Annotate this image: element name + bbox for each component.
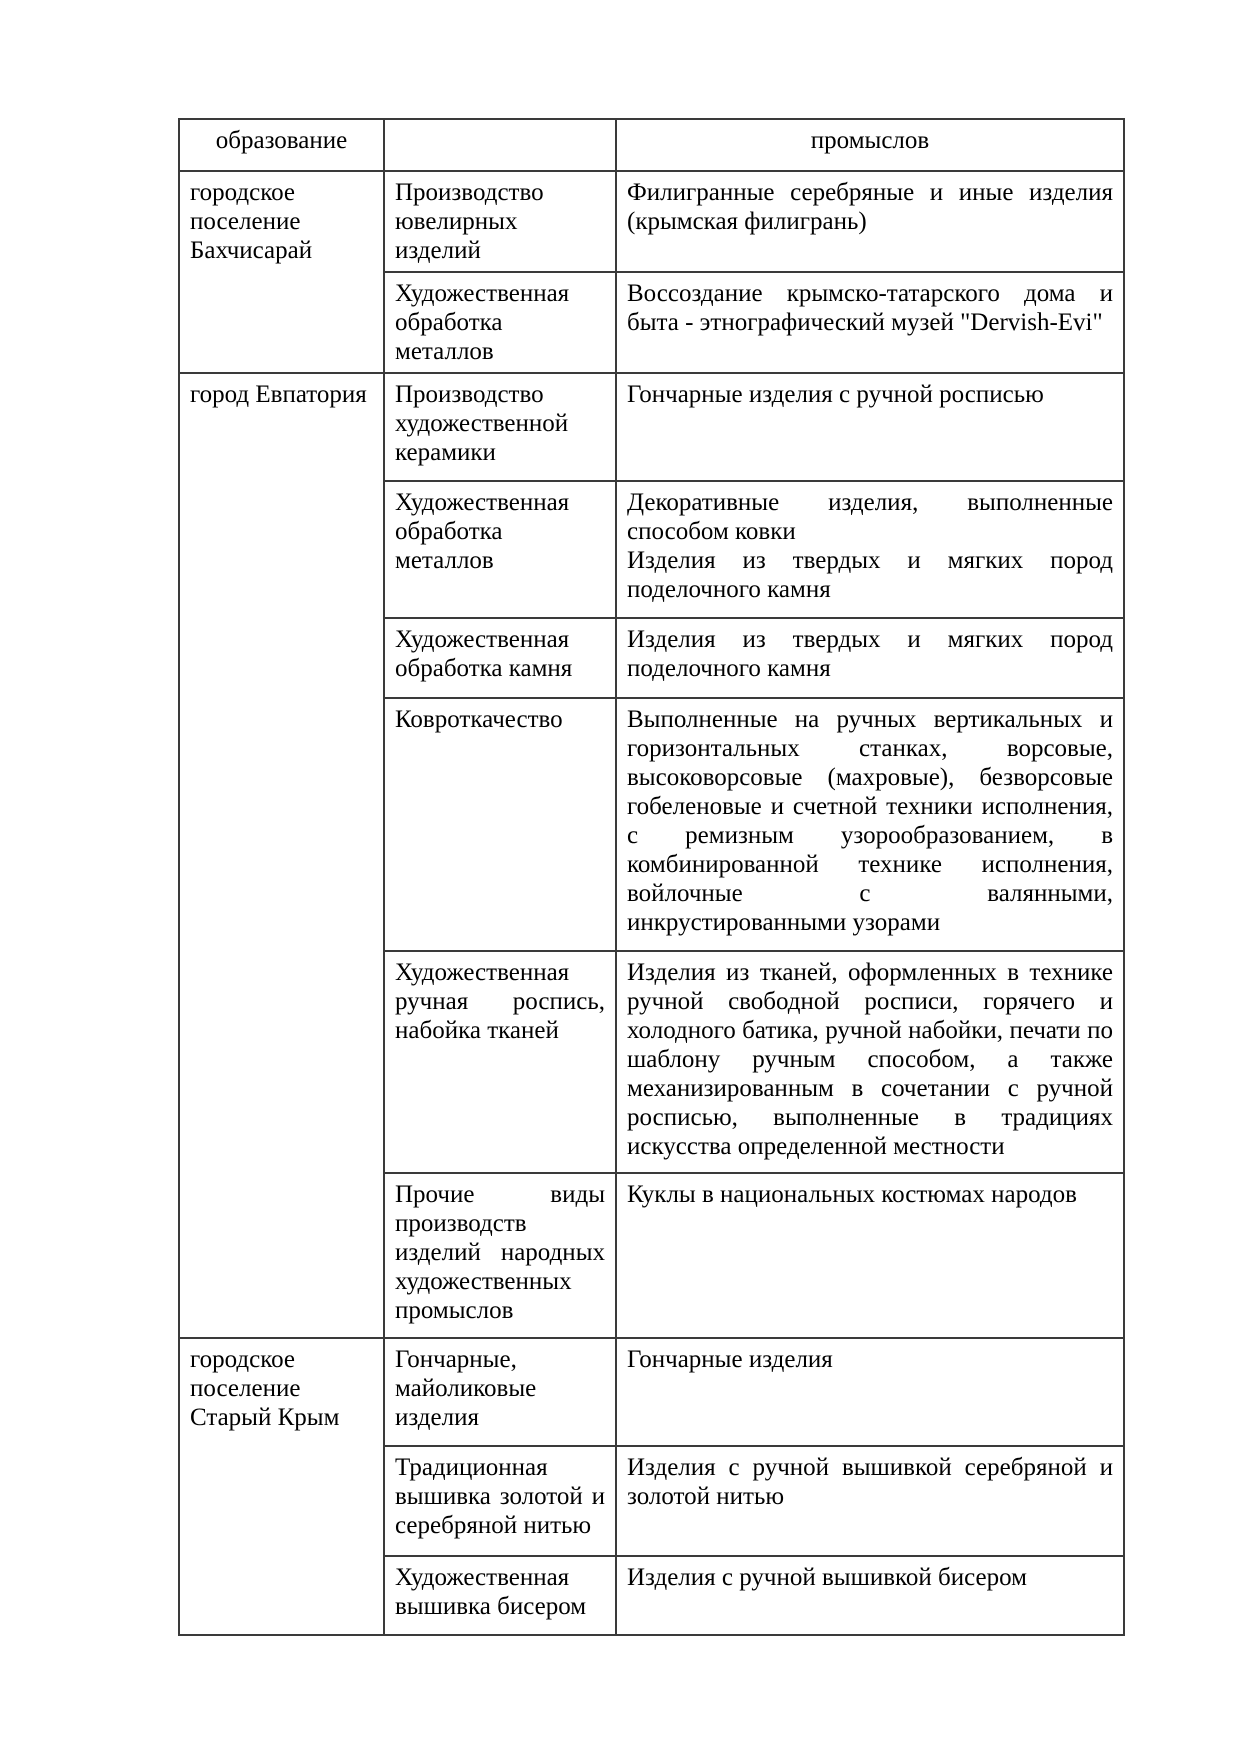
table-row — [179, 373, 1124, 481]
craft-cell: Традиционная вышивка золотой и серебряной нитью — [384, 1446, 616, 1556]
header-municipality: образование — [179, 119, 384, 171]
product-paragraph: Выполненные на ручных вертикальных и горизонтальных станках, ворсовые, высоковорсовые (махровые), безворсовые гобеленовые и счетной техники исполнения, с ремизным узорообразованием, в комбинированной технике исполнения, войлочные с валянными, инкрустированными узорами — [627, 706, 1113, 936]
product-paragraph: Гончарные изделия — [627, 1346, 833, 1373]
table-header-row — [179, 119, 1124, 171]
crafts-table — [178, 118, 1125, 1636]
craft-cell: Художественная вышивка бисером — [384, 1556, 616, 1635]
products-cell — [616, 1446, 1124, 1556]
product-paragraph: Изделия из твердых и мягких пород поделочного камня — [627, 547, 1113, 603]
municipality-cell-bakhchisaray: городское поселение Бахчисарай — [179, 171, 384, 373]
craft-cell: Художественная обработка металлов — [384, 272, 616, 373]
products-cell — [616, 1556, 1124, 1635]
craft-cell: Прочие виды производств изделий народных художественных промыслов — [384, 1173, 616, 1338]
products-cell — [616, 951, 1124, 1173]
products-cell — [616, 1338, 1124, 1446]
product-paragraph: Гончарные изделия с ручной росписью — [627, 381, 1044, 408]
product-paragraph: Куклы в национальных костюмах народов — [627, 1181, 1077, 1208]
municipality-cell-stary-krym: городское поселение Старый Крым — [179, 1338, 384, 1635]
product-paragraph: Изделия из твердых и мягких пород поделочного камня — [627, 626, 1113, 682]
craft-cell: Гончарные, майоликовые изделия — [384, 1338, 616, 1446]
products-cell — [616, 618, 1124, 698]
craft-cell: Ковроткачество — [384, 698, 616, 951]
product-paragraph: Изделия с ручной вышивкой серебряной и золотой нитью — [627, 1454, 1113, 1510]
table-row — [179, 171, 1124, 272]
table-row — [179, 1338, 1124, 1446]
products-cell — [616, 272, 1124, 373]
product-paragraph: Филигранные серебряные и иные изделия (крымская филигрань) — [627, 179, 1113, 235]
header-products: промыслов — [616, 119, 1124, 171]
products-cell — [616, 698, 1124, 951]
product-paragraph: Декоративные изделия, выполненные способом ковки — [627, 489, 1113, 545]
products-cell — [616, 171, 1124, 272]
product-paragraph: Воссоздание крымско-татарского дома и быта - этнографический музей "Dervish-Evi" — [627, 280, 1113, 336]
craft-cell: Художественная ручная роспись, набойка тканей — [384, 951, 616, 1173]
craft-cell: Производство ювелирных изделий — [384, 171, 616, 272]
header-craft-empty — [384, 119, 616, 171]
products-cell — [616, 373, 1124, 481]
products-cell — [616, 481, 1124, 618]
product-paragraph: Изделия с ручной вышивкой бисером — [627, 1564, 1027, 1591]
craft-cell: Производство художественной керамики — [384, 373, 616, 481]
craft-cell: Художественная обработка камня — [384, 618, 616, 698]
products-cell — [616, 1173, 1124, 1338]
product-paragraph: Изделия из тканей, оформленных в технике ручной свободной росписи, горячего и холодного батика, ручной набойки, печати по шаблону ручным способом, а также механизированным в сочетании с ручной росписью, выполненные в традициях искусства определенной местности — [627, 959, 1113, 1160]
municipality-cell-evpatoria: город Евпатория — [179, 373, 384, 1338]
craft-cell: Художественная обработка металлов — [384, 481, 616, 618]
